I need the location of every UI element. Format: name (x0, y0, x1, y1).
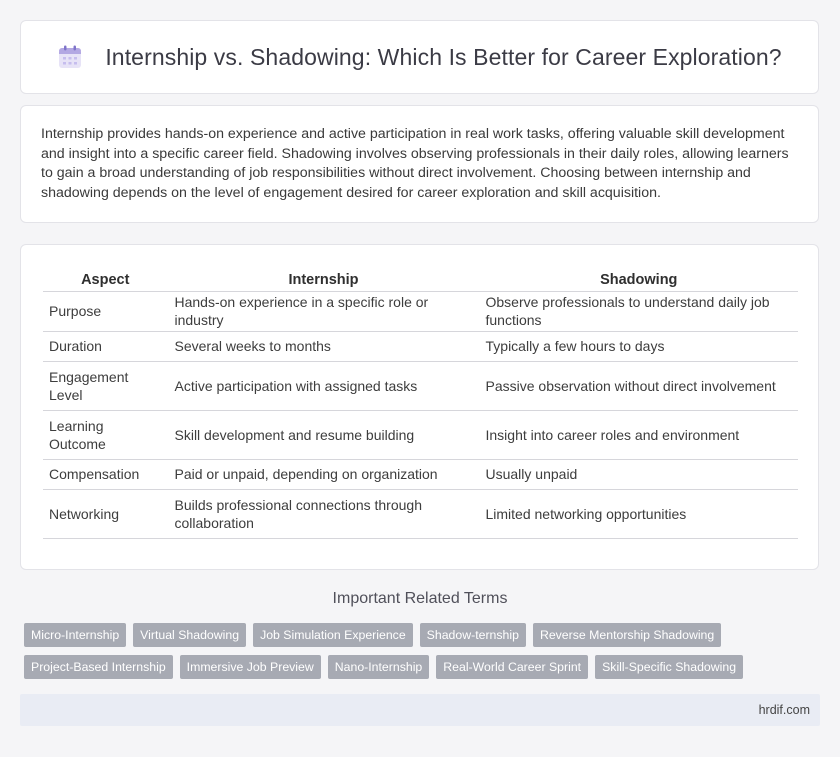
aspect-cell: Networking (43, 489, 168, 538)
internship-cell: Builds professional connections through collaboration (168, 489, 479, 538)
aspect-cell: Learning Outcome (43, 410, 168, 459)
aspect-cell: Purpose (43, 291, 168, 331)
tag-project-based-internship[interactable]: Project-Based Internship (24, 655, 173, 679)
header-shadowing: Shadowing (479, 265, 798, 291)
tag-nano-internship[interactable]: Nano-Internship (328, 655, 430, 679)
comparison-card (20, 244, 819, 570)
header-card (20, 20, 819, 94)
tag-skill-specific-shadowing[interactable]: Skill-Specific Shadowing (595, 655, 743, 679)
comparison-table (43, 265, 798, 539)
header-internship: Internship (168, 265, 479, 291)
tag-shadow-ternship[interactable]: Shadow-ternship (420, 623, 526, 647)
aspect-cell: Engagement Level (43, 361, 168, 410)
tag-immersive-job-preview[interactable]: Immersive Job Preview (180, 655, 321, 679)
header (57, 44, 781, 71)
tag-virtual-shadowing[interactable]: Virtual Shadowing (133, 623, 246, 647)
internship-cell: Paid or unpaid, depending on organization (168, 459, 479, 489)
page-title: Internship vs. Shadowing: Which Is Better for Career Exploration? (105, 43, 782, 70)
internship-cell: Active participation with assigned tasks (168, 361, 479, 410)
aspect-cell: Compensation (43, 459, 168, 489)
tag-micro-internship[interactable]: Micro-Internship (24, 623, 126, 647)
related-terms-heading: Important Related Terms (332, 590, 508, 607)
tag-reverse-mentorship-shadowing[interactable]: Reverse Mentorship Shadowing (533, 623, 721, 647)
shadowing-cell: Observe professionals to understand daily job functions (479, 291, 798, 331)
tag-job-simulation-experience[interactable]: Job Simulation Experience (253, 623, 413, 647)
tag-real-world-career-sprint[interactable]: Real-World Career Sprint (436, 655, 588, 679)
header-aspect: Aspect (43, 265, 168, 291)
shadowing-cell: Usually unpaid (479, 459, 798, 489)
tag-row (24, 655, 824, 679)
table-row (43, 410, 798, 459)
shadowing-cell: Passive observation without direct involvement (479, 361, 798, 410)
intro-paragraph: Internship provides hands-on experience and active participation in real work tasks, offering valuable skill development and insight into a specific career field. Shadowing involves observing professionals in their daily roles, allowing learners to gain a broad understanding of job responsibilities without direct involvement. Choosing between internship and shadowing depends on the level of engagement desired for career exploration and skill acquisition. (41, 126, 789, 201)
calendar-icon (57, 44, 83, 70)
table-row (43, 361, 798, 410)
related-terms (24, 623, 824, 687)
table-header-row (43, 265, 798, 291)
internship-cell: Several weeks to months (168, 331, 479, 361)
shadowing-cell: Typically a few hours to days (479, 331, 798, 361)
shadowing-cell: Insight into career roles and environment (479, 410, 798, 459)
table-row (43, 291, 798, 331)
internship-cell: Skill development and resume building (168, 410, 479, 459)
footer (20, 694, 820, 726)
table-row (43, 489, 798, 538)
table-row (43, 459, 798, 489)
internship-cell: Hands-on experience in a specific role or industry (168, 291, 479, 331)
intro-card (20, 105, 819, 223)
aspect-cell: Duration (43, 331, 168, 361)
table-row (43, 331, 798, 361)
footer-site-link[interactable]: hrdif.com (758, 703, 810, 717)
shadowing-cell: Limited networking opportunities (479, 489, 798, 538)
tag-row (24, 623, 824, 647)
